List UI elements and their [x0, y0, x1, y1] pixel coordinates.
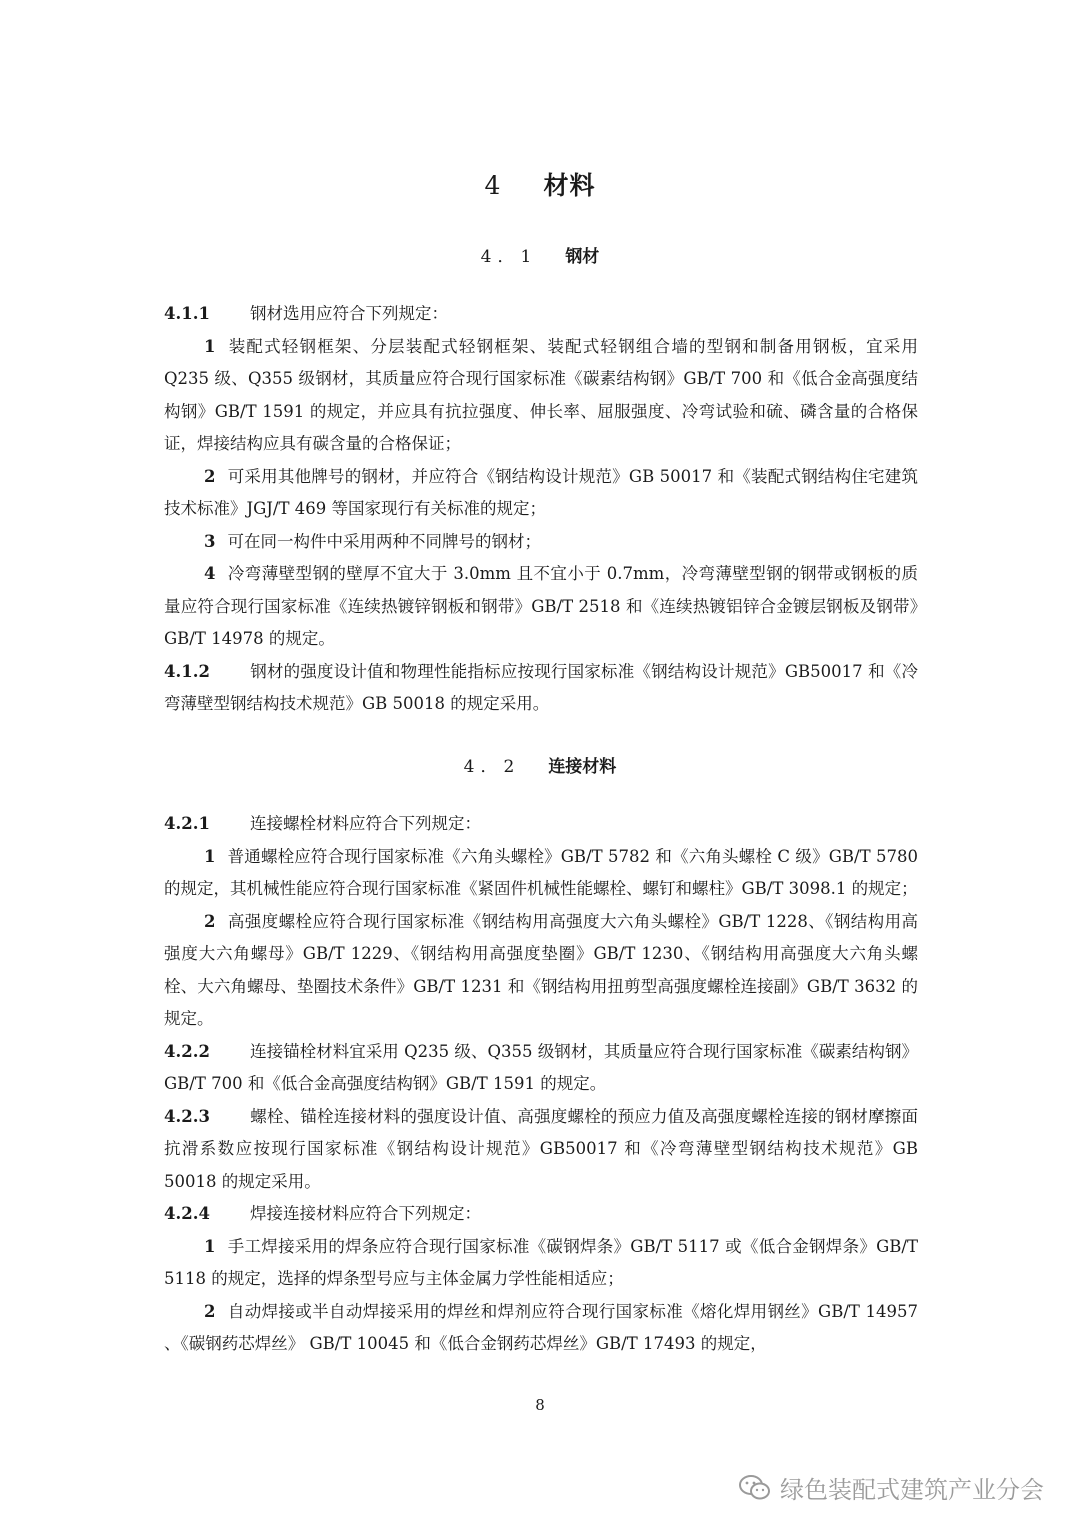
item-text: 手工焊接采用的焊条应符合现行国家标准《碳钢焊条》GB/T 5117 或《低合金钢焊条》GB/T 5118 的规定，选择的焊条型号应与主体金属力学性能相适应； [164, 1236, 918, 1288]
list-item [164, 1296, 918, 1361]
section-title-4-2 [0, 752, 1080, 777]
item-text: 自动焊接或半自动焊接采用的焊丝和焊剂应符合现行国家标准《熔化焊用钢丝》GB/T 14957 、《碳钢药芯焊丝》 GB/T 10045 和《低合金钢药芯焊丝》GB/T 17493 的规定， [164, 1301, 918, 1353]
item-number: 2 [204, 466, 216, 486]
clause-lead: 钢材的强度设计值和物理性能指标应按现行国家标准《钢结构设计规范》GB50017 和《冷弯薄壁型钢结构技术规范》GB 50018 的规定采用。 [164, 661, 918, 713]
clause-4-2-3 [164, 1101, 918, 1199]
clause-number: 4.1.2 [164, 661, 210, 681]
clause-4-2-2 [164, 1036, 918, 1101]
chapter-number: 4 [484, 171, 502, 200]
clause-number: 4.2.2 [164, 1041, 210, 1061]
item-text: 高强度螺栓应符合现行国家标准《钢结构用高强度大六角头螺栓》GB/T 1228、《钢结构用高强度大六角螺母》GB/T 1229、《钢结构用高强度垫圈》GB/T 1230、《钢结构用高强度大六角头螺栓、大六角螺母、垫圈技术条件》GB/T 1231 和《钢结构用扭剪型高强度螺栓连接副》GB/T 3632 的规定。 [164, 911, 918, 1028]
wechat-icon [738, 1474, 772, 1502]
list-item [164, 1231, 918, 1296]
watermark-text: 绿色装配式建筑产业分会 [780, 1476, 1044, 1504]
list-item [164, 461, 918, 526]
item-number: 1 [204, 336, 216, 356]
clause-lead: 连接螺栓材料应符合下列规定： [250, 814, 481, 833]
section-name: 连接材料 [548, 757, 617, 777]
clause-4-2-1 [164, 808, 918, 1361]
item-number: 1 [204, 1236, 216, 1256]
clause-lead: 钢材选用应符合下列规定： [250, 304, 448, 323]
item-number: 1 [204, 846, 216, 866]
section-name: 钢材 [565, 247, 600, 267]
clause-lead: 连接锚栓材料宜采用 Q235 级、Q355 级钢材，其质量应符合现行国家标准《碳素结构钢》GB/T 700 和《低合金高强度结构钢》GB/T 1591 的规定。 [164, 1041, 918, 1093]
list-item [164, 558, 918, 656]
clause-number: 4.1.1 [164, 304, 210, 323]
clause-number: 4.2.3 [164, 1106, 210, 1126]
list-item [164, 841, 918, 906]
item-text: 普通螺栓应符合现行国家标准《六角头螺栓》GB/T 5782 和《六角头螺栓 C 级》GB/T 5780 的规定，其机械性能应符合现行国家标准《紧固件机械性能螺栓、螺钉和螺柱》GB/T 3098.1 的规定； [164, 846, 918, 898]
chapter-title [0, 166, 1080, 202]
item-text: 冷弯薄壁型钢的壁厚不宜大于 3.0mm 且不宜小于 0.7mm，冷弯薄壁型钢的钢带或钢板的质量应符合现行国家标准《连续热镀锌钢板和钢带》GB/T 2518 和《连续热镀铝锌合金镀层钢板及钢带》GB/T 14978 的规定。 [164, 564, 918, 648]
clause-4-1-2 [164, 656, 918, 721]
item-number: 2 [204, 911, 216, 931]
section-title-4-1 [0, 242, 1080, 267]
list-item [164, 906, 918, 1036]
list-item [164, 526, 918, 559]
item-number: 3 [204, 531, 216, 551]
item-text: 装配式轻钢框架、分层装配式轻钢框架、装配式轻钢组合墙的型钢和制备用钢板，宜采用 Q235 级、Q355 级钢材，其质量应符合现行国家标准《碳素结构钢》GB/T 700 和《低合金高强度结构钢》GB/T 1591 的规定，并应具有抗拉强度、伸长率、屈服强度、冷弯试验和硫、磷含量的合格保证，焊接结构应具有碳含量的合格保证； [164, 336, 918, 453]
clause-number: 4.2.4 [164, 1204, 210, 1223]
list-item [164, 331, 918, 461]
clause-4-2-4 [164, 1198, 918, 1231]
clause-number: 4.2.1 [164, 814, 210, 833]
item-text: 可在同一构件中采用两种不同牌号的钢材； [227, 531, 541, 551]
page-number: 8 [535, 1396, 545, 1414]
section-number: 4．2 [463, 757, 521, 777]
clause-lead: 螺栓、锚栓连接材料的强度设计值、高强度螺栓的预应力值及高强度螺栓连接的钢材摩擦面抗滑系数应按现行国家标准《钢结构设计规范》GB50017 和《冷弯薄壁型钢结构技术规范》GB 50018 的规定采用。 [164, 1106, 918, 1191]
item-number: 4 [204, 564, 216, 583]
clause-4-1-1 [164, 298, 918, 721]
item-number: 2 [204, 1301, 216, 1321]
clause-lead: 焊接连接材料应符合下列规定： [250, 1204, 481, 1223]
chapter-name: 材料 [543, 171, 596, 200]
section-number: 4．1 [480, 247, 538, 267]
item-text: 可采用其他牌号的钢材，并应符合《钢结构设计规范》GB 50017 和《装配式钢结构住宅建筑技术标准》JGJ/T 469 等国家现行有关标准的规定； [164, 466, 918, 518]
watermark [738, 1470, 1044, 1505]
